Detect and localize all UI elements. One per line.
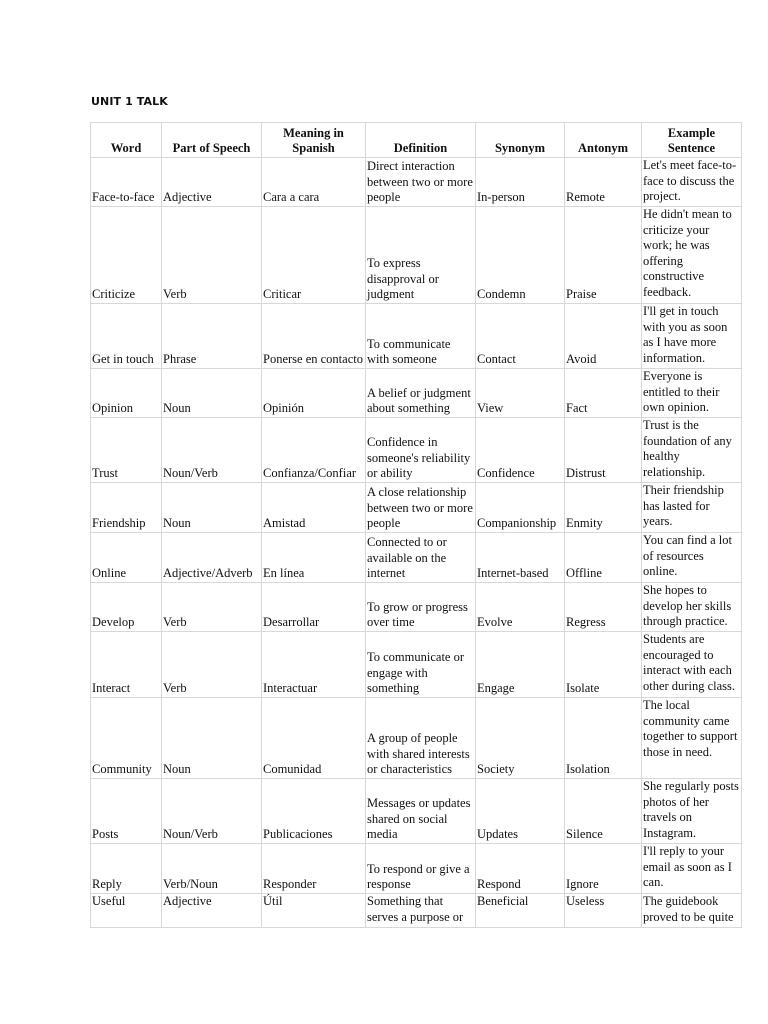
table-row <box>91 844 742 894</box>
cell-meaning: Amistad <box>262 483 366 533</box>
cell-definition: To communicate or engage with something <box>366 632 476 698</box>
cell-word: Get in touch <box>91 304 162 369</box>
cell-word: Reply <box>91 844 162 894</box>
cell-synonym: Engage <box>476 632 565 698</box>
cell-antonym: Fact <box>565 369 642 418</box>
cell-antonym: Offline <box>565 533 642 583</box>
cell-word: Develop <box>91 583 162 632</box>
header-definition: Definition <box>366 123 476 158</box>
cell-synonym: Respond <box>476 844 565 894</box>
cell-definition: A group of people with shared interests or characteristics <box>366 698 476 779</box>
cell-antonym: Distrust <box>565 418 642 483</box>
cell-example: Everyone is entitled to their own opinion. <box>642 369 742 418</box>
document-title: UNIT 1 TALK <box>91 95 168 108</box>
cell-meaning: Responder <box>262 844 366 894</box>
cell-part-of-speech: Verb <box>162 632 262 698</box>
cell-part-of-speech: Verb/Noun <box>162 844 262 894</box>
cell-part-of-speech: Noun/Verb <box>162 779 262 844</box>
cell-example: The guidebook proved to be quite <box>642 894 742 928</box>
cell-antonym: Useless <box>565 894 642 928</box>
cell-example: Students are encouraged to interact with each other during class. <box>642 632 742 698</box>
cell-word: Face-to-face <box>91 158 162 207</box>
cell-example: Let's meet face-to-face to discuss the project. <box>642 158 742 207</box>
table-row <box>91 583 742 632</box>
cell-example: I'll reply to your email as soon as I can. <box>642 844 742 894</box>
cell-part-of-speech: Noun <box>162 369 262 418</box>
cell-synonym: Evolve <box>476 583 565 632</box>
cell-synonym: Updates <box>476 779 565 844</box>
cell-synonym: Condemn <box>476 207 565 304</box>
header-part-of-speech: Part of Speech <box>162 123 262 158</box>
vocabulary-table <box>90 122 742 928</box>
cell-word: Community <box>91 698 162 779</box>
cell-part-of-speech: Adjective <box>162 894 262 928</box>
cell-synonym: Internet-based <box>476 533 565 583</box>
table-row <box>91 207 742 304</box>
cell-word: Friendship <box>91 483 162 533</box>
cell-antonym: Isolate <box>565 632 642 698</box>
cell-definition: Connected to or available on the internet <box>366 533 476 583</box>
cell-part-of-speech: Verb <box>162 207 262 304</box>
cell-antonym: Regress <box>565 583 642 632</box>
cell-antonym: Avoid <box>565 304 642 369</box>
cell-synonym: Contact <box>476 304 565 369</box>
cell-meaning: Cara a cara <box>262 158 366 207</box>
cell-definition: To grow or progress over time <box>366 583 476 632</box>
cell-example: Trust is the foundation of any healthy relationship. <box>642 418 742 483</box>
table-row <box>91 698 742 779</box>
cell-meaning: Publicaciones <box>262 779 366 844</box>
cell-meaning: Interactuar <box>262 632 366 698</box>
cell-word: Interact <box>91 632 162 698</box>
cell-word: Posts <box>91 779 162 844</box>
cell-antonym: Enmity <box>565 483 642 533</box>
cell-definition: A belief or judgment about something <box>366 369 476 418</box>
cell-meaning: Ponerse en contacto <box>262 304 366 369</box>
cell-part-of-speech: Adjective <box>162 158 262 207</box>
cell-part-of-speech: Adjective/Adverb <box>162 533 262 583</box>
cell-synonym: View <box>476 369 565 418</box>
header-meaning-in-spanish: Meaning in Spanish <box>262 123 366 158</box>
cell-word: Opinion <box>91 369 162 418</box>
table-row <box>91 533 742 583</box>
cell-definition: To express disapproval or judgment <box>366 207 476 304</box>
cell-definition: To communicate with someone <box>366 304 476 369</box>
cell-example: He didn't mean to criticize your work; he was offering constructive feedback. <box>642 207 742 304</box>
cell-definition: Confidence in someone's reliability or ability <box>366 418 476 483</box>
cell-meaning: Confianza/Confiar <box>262 418 366 483</box>
cell-definition: A close relationship between two or more people <box>366 483 476 533</box>
cell-antonym: Silence <box>565 779 642 844</box>
cell-definition: Something that serves a purpose or <box>366 894 476 928</box>
cell-example: She hopes to develop her skills through practice. <box>642 583 742 632</box>
cell-word: Online <box>91 533 162 583</box>
cell-part-of-speech: Noun <box>162 483 262 533</box>
cell-part-of-speech: Noun/Verb <box>162 418 262 483</box>
cell-part-of-speech: Phrase <box>162 304 262 369</box>
cell-meaning: Opinión <box>262 369 366 418</box>
cell-antonym: Remote <box>565 158 642 207</box>
cell-example: Their friendship has lasted for years. <box>642 483 742 533</box>
table-row <box>91 369 742 418</box>
cell-antonym: Praise <box>565 207 642 304</box>
cell-meaning: Comunidad <box>262 698 366 779</box>
cell-meaning: Desarrollar <box>262 583 366 632</box>
header-synonym: Synonym <box>476 123 565 158</box>
cell-synonym: In-person <box>476 158 565 207</box>
header-example-sentence: Example Sentence <box>642 123 742 158</box>
vocabulary-table-container <box>90 122 742 931</box>
table-row <box>91 418 742 483</box>
table-row <box>91 158 742 207</box>
cell-definition: To respond or give a response <box>366 844 476 894</box>
cell-word: Useful <box>91 894 162 928</box>
table-header-row <box>91 123 742 158</box>
table-row <box>91 304 742 369</box>
cell-synonym: Companionship <box>476 483 565 533</box>
cell-definition: Direct interaction between two or more people <box>366 158 476 207</box>
header-word: Word <box>91 123 162 158</box>
cell-word: Criticize <box>91 207 162 304</box>
cell-example: She regularly posts photos of her travels on Instagram. <box>642 779 742 844</box>
cell-meaning: En línea <box>262 533 366 583</box>
cell-example: The local community came together to support those in need. <box>642 698 742 779</box>
header-antonym: Antonym <box>565 123 642 158</box>
cell-example: I'll get in touch with you as soon as I have more information. <box>642 304 742 369</box>
cell-antonym: Isolation <box>565 698 642 779</box>
cell-meaning: Útil <box>262 894 366 928</box>
table-row <box>91 483 742 533</box>
cell-synonym: Society <box>476 698 565 779</box>
cell-word: Trust <box>91 418 162 483</box>
table-row <box>91 779 742 844</box>
cell-meaning: Criticar <box>262 207 366 304</box>
cell-definition: Messages or updates shared on social media <box>366 779 476 844</box>
cell-example: You can find a lot of resources online. <box>642 533 742 583</box>
cell-part-of-speech: Noun <box>162 698 262 779</box>
table-row <box>91 632 742 698</box>
cell-synonym: Confidence <box>476 418 565 483</box>
table-row <box>91 894 742 928</box>
cell-antonym: Ignore <box>565 844 642 894</box>
cell-synonym: Beneficial <box>476 894 565 928</box>
cell-part-of-speech: Verb <box>162 583 262 632</box>
